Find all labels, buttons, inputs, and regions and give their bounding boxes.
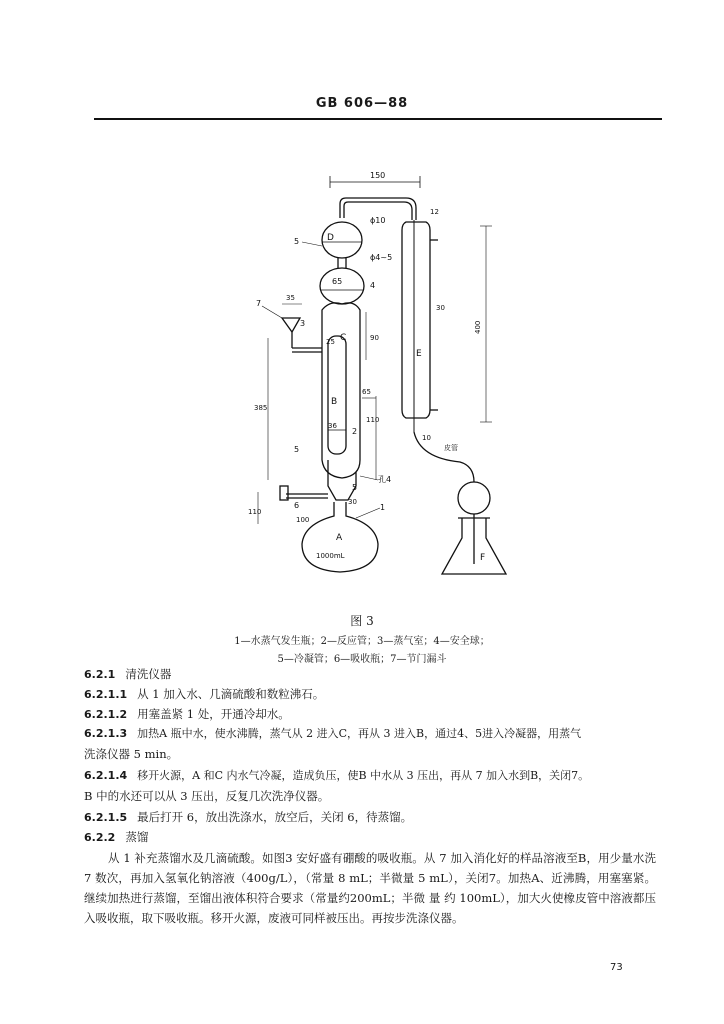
svg-text:2: 2 [352,427,358,436]
condenser-e [402,222,430,418]
svg-text:1000mL: 1000mL [316,552,345,560]
dim-150: 150 [370,171,386,180]
svg-text:5: 5 [294,237,300,246]
svg-text:5: 5 [352,483,358,492]
svg-text:12: 12 [430,208,439,216]
section-line: 6.2.1.3 加热A 瓶中水，使水沸腾，蒸气从 2 进入C，再从 3 进入B，通过4、5进入冷凝器，用蒸气 [84,727,582,740]
svg-text:4: 4 [370,281,376,290]
svg-text:F: F [480,553,486,563]
svg-text:10: 10 [422,434,431,442]
svg-text:65: 65 [332,277,343,286]
section-line: 6.2.2 蒸馏 [84,830,149,844]
page-header: GB 606—88 [315,96,409,111]
dropping-funnel [282,318,300,332]
svg-text:ϕ4~5: ϕ4~5 [370,253,393,262]
reaction-tube-b [328,336,346,454]
figure-title: 图 3 [350,614,374,628]
section-line: 洗涤仪器 5 min。 [84,747,179,761]
svg-text:D: D [327,233,334,243]
svg-text:A: A [336,533,343,543]
svg-text:ϕ10: ϕ10 [370,216,386,225]
svg-text:6: 6 [294,501,300,510]
svg-text:3: 3 [300,319,306,328]
svg-text:100: 100 [296,516,310,524]
svg-text:B: B [331,397,338,407]
figure-legend-line-1: 1—水蒸气发生瓶；2—反应管；3—蒸气室；4—安全球； [234,636,490,647]
svg-text:30: 30 [348,498,357,506]
svg-text:385: 385 [254,404,268,412]
svg-text:皮管: 皮管 [444,444,458,452]
page-number: 73 [610,962,623,973]
svg-text:孔4: 孔4 [378,475,392,484]
svg-text:110: 110 [248,508,262,516]
section-line: B 中的水还可以从 3 压出，反复几次洗净仪器。 [84,789,330,803]
svg-text:25: 25 [326,338,335,346]
svg-text:E: E [416,349,422,359]
svg-text:5: 5 [294,445,300,454]
section-line: 6.2.1.4 移开火源，A 和C 内水气冷凝，造成负压，使B 中水从 3 压出，再从 7 加入水到B，关闭7。 [84,769,590,782]
header-rule [94,118,662,120]
section-line: 6.2.1 清洗仪器 [84,667,172,681]
safety-bulb [320,268,364,304]
svg-text:C: C [340,333,347,343]
svg-text:35: 35 [286,294,295,302]
svg-text:65: 65 [362,388,371,396]
svg-text:400: 400 [474,320,482,334]
section-line: 6.2.1.2 用塞盖紧 1 处，开通冷却水。 [84,707,290,721]
svg-text:1: 1 [380,503,386,512]
svg-text:90: 90 [370,334,379,342]
figure-legend-line-2: 5—冷凝管；6—吸收瓶；7—节门漏斗 [277,654,447,665]
svg-text:36: 36 [328,422,337,430]
section-line: 6.2.1.5 最后打开 6，放出洗涤水，放空后，关闭 6，待蒸馏。 [84,810,413,824]
svg-text:110: 110 [366,416,380,424]
apparatus-diagram [230,160,530,600]
svg-text:7: 7 [256,299,262,308]
svg-text:30: 30 [436,304,445,312]
receiving-bulb [458,482,490,514]
section-line: 6.2.1.1 从 1 加入水、几滴硫酸和数粒沸石。 [84,687,325,701]
distillation-paragraph: 从 1 补充蒸馏水及几滴硫酸。如图3 安好盛有硼酸的吸收瓶。从 7 加入消化好的样品溶液至B，用少量水洗 7 数次，再加入氢氧化钠溶液（400g/L），（常量 8 mL；半微量 5 mL），关闭7。加热A、近沸腾，用塞塞紧。继续加热进行蒸馏，至馏出液体积符合要求（常量约200mL；半微 量 约 100mL），加大火使橡皮管中溶液都压入吸收瓶，取下吸收瓶。移开火源，废液可同样被压出。再按步洗涤仪器。 [84,851,656,925]
